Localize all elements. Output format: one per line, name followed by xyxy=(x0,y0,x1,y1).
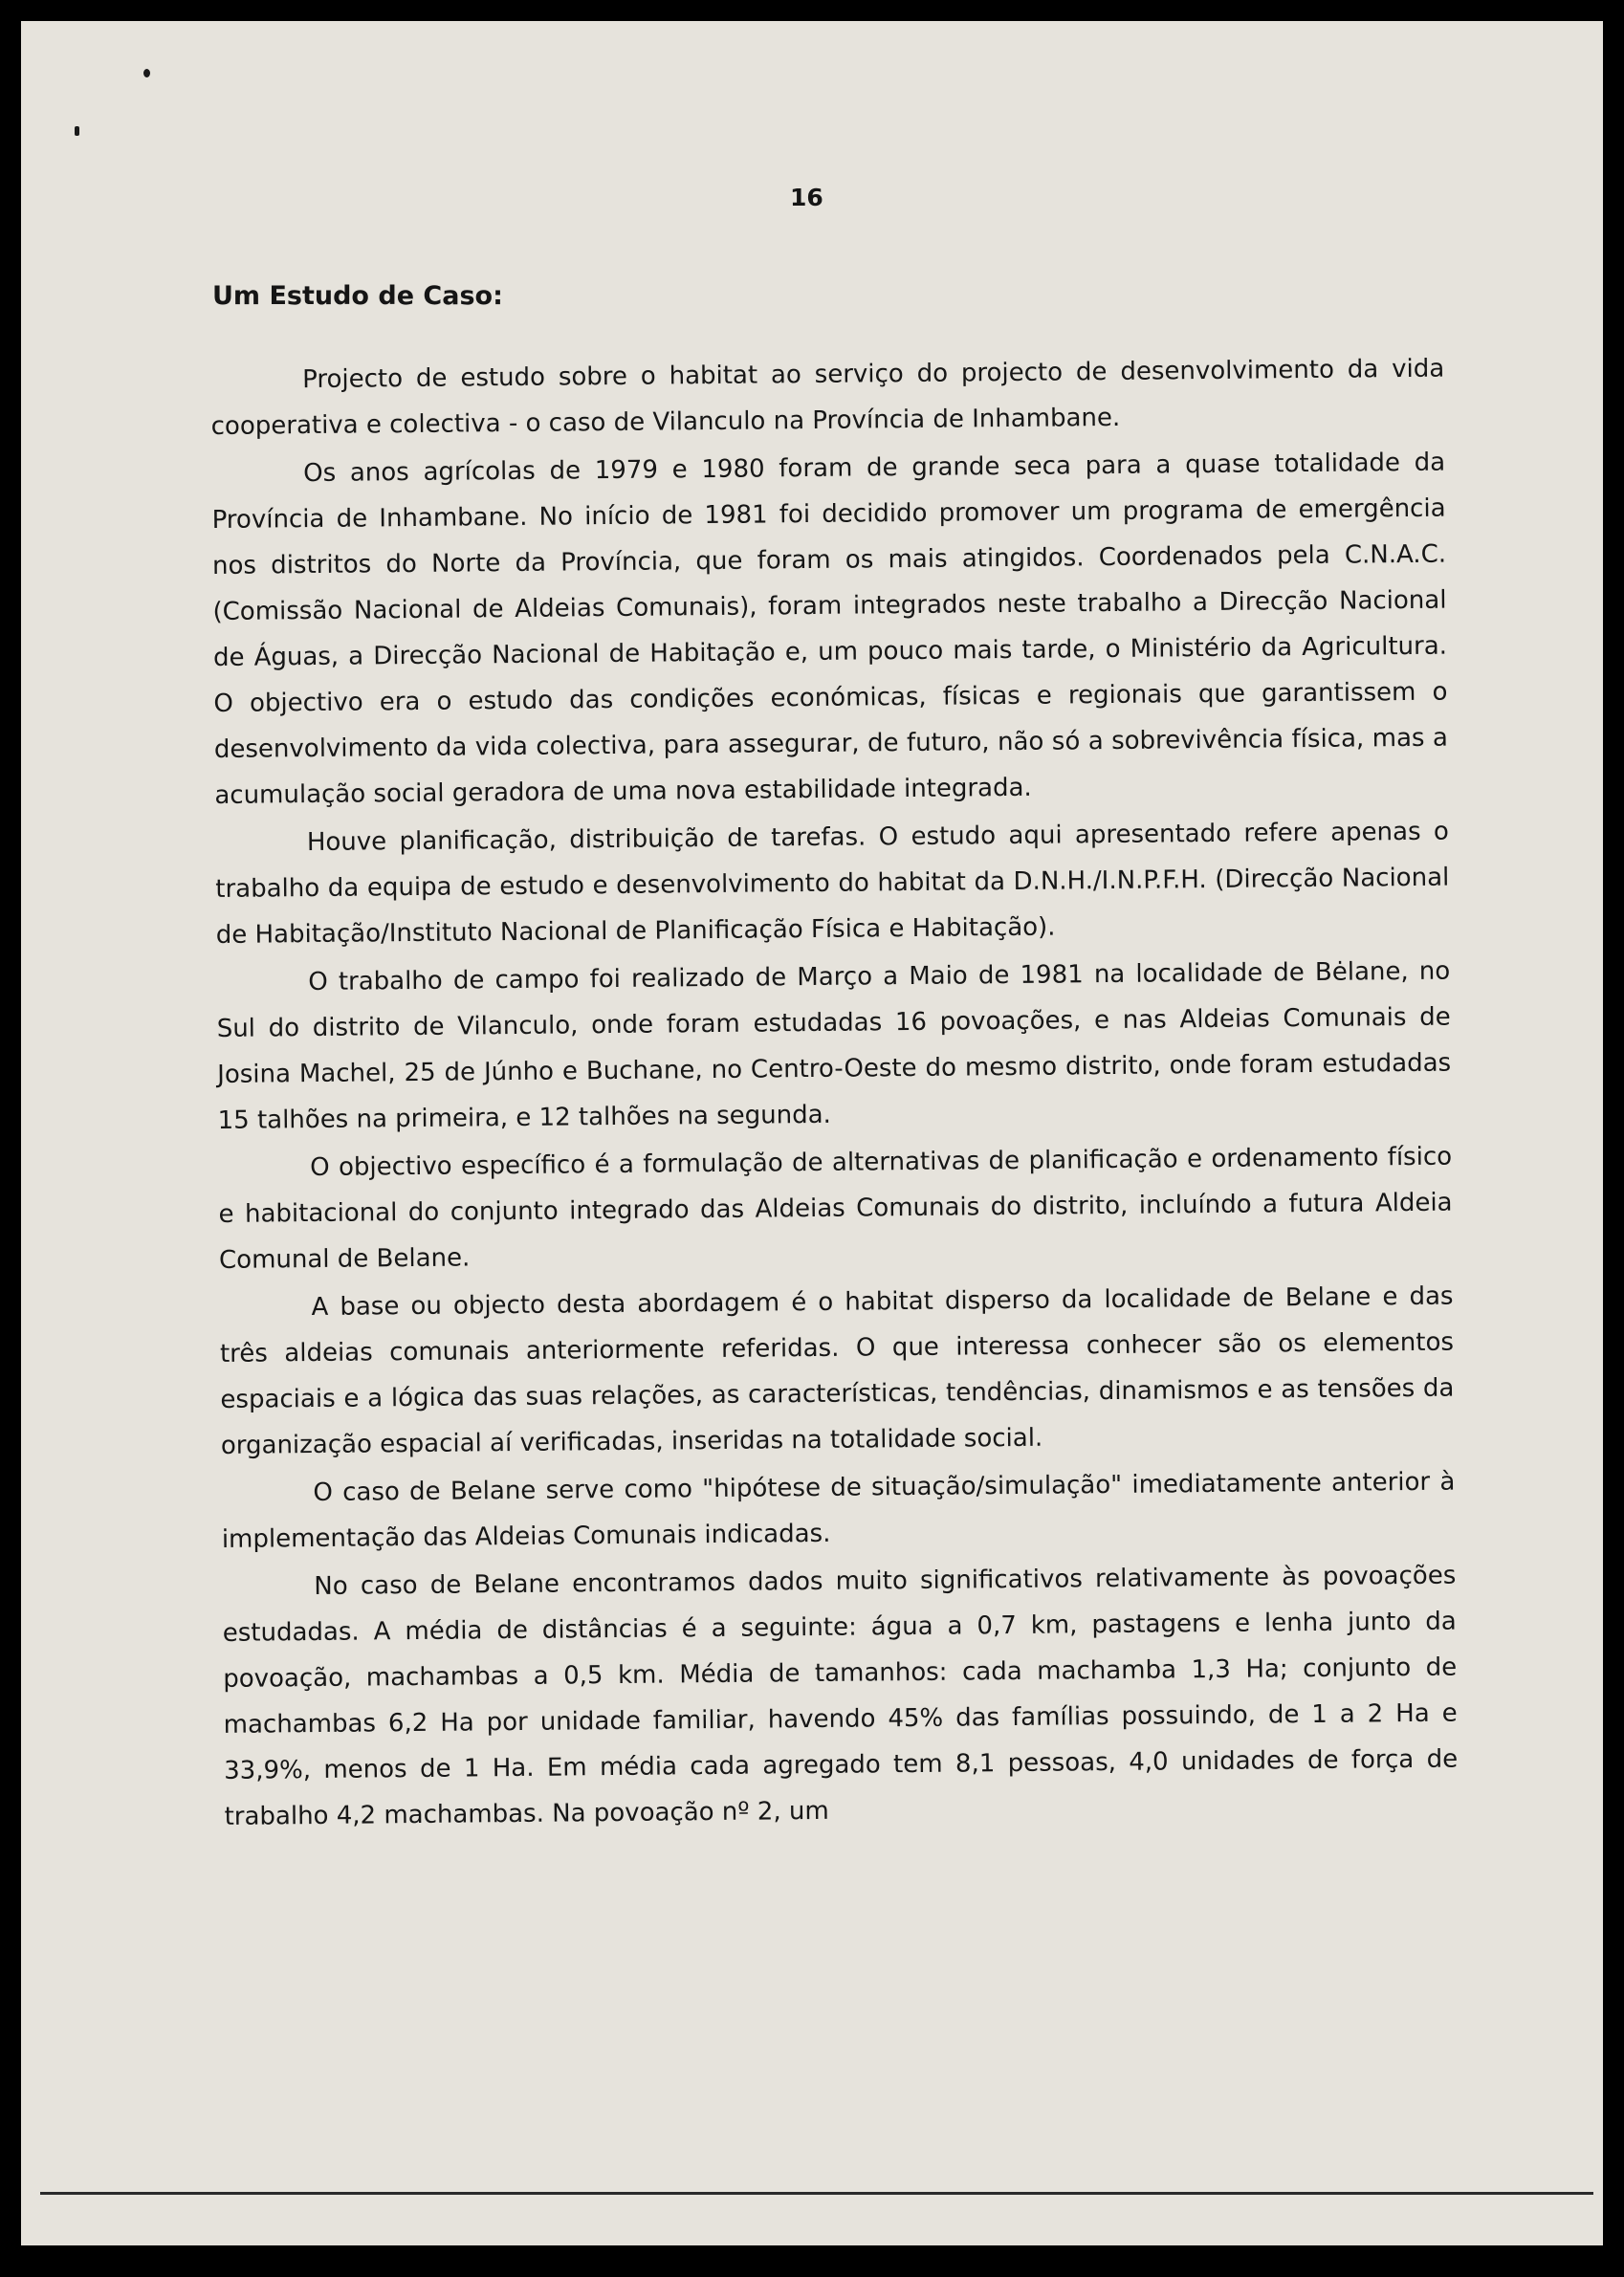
paragraph: No caso de Belane encontramos dados muito significativos relativamente às povoações estudadas. A média de distâncias é a seguinte: água a 0,7 km, pastagens e lenha junto da povoação, machambas a 0,5 km. Média de tamanhos: cada machamba 1,3 Ha; conjunto de machambas 6,2 Ha por unidade familiar, havendo 45% das famílias possuindo, de 1 a 2 Ha e 33,9%, menos de 1 Ha. Em média cada agregado tem 8,1 pessoas, 4,0 unidades de força de trabalho 4,2 machambas. Na povoação nº 2, um xyxy=(222,1561,1459,1831)
section-heading: Um Estudo de Caso: xyxy=(212,281,503,311)
paragraph: O caso de Belane serve como "hipótese de situação/simulação" imediatamente anterior à implementação das Aldeias Comunais indicadas. xyxy=(221,1467,1456,1554)
ink-speck xyxy=(143,69,150,77)
paragraph: O objectivo específico é a formulação de alternativas de planificação e ordenamento físico e habitacional do conjunto integrado das Aldeias Comunais do distrito, incluíndo a futura Aldeia Comunal de Belane. xyxy=(218,1142,1453,1275)
paragraph: O trabalho de campo foi realizado de Março a Maio de 1981 na localidade de Bėlane, no Sul do distrito de Vilanculo, onde foram estudadas 16 povoações, e nas Aldeias Comunais de Josina Machel, 25 de Júnho e Buchane, no Centro-Oeste do mesmo distrito, onde foram estudadas 15 talhões na primeira, e 12 talhões na segunda. xyxy=(216,956,1452,1135)
paragraph: A base ou objecto desta abordagem é o habitat disperso da localidade de Belane e das três aldeias comunais anteriormente referidas. O que interessa conhecer são os elementos espaciais e a lógica das suas relações, as características, tendências, dinamismos e as tensões da organização espacial aí verificadas, inseridas na totalidade social. xyxy=(219,1281,1455,1460)
paragraph: Houve planificação, distribuição de tarefas. O estudo aqui apresentado refere apenas o trabalho da equipa de estudo e desenvolvimento do habitat da D.N.H./I.N.P.F.H. (Direcção Nacional de Habitação/Instituto Nacional de Planificação Física e Habitação). xyxy=(215,817,1450,950)
bottom-rule xyxy=(40,2192,1593,2195)
ink-speck xyxy=(75,126,79,136)
paragraph: Os anos agrícolas de 1979 e 1980 foram de grande seca para a quase totalidade da Província de Inhambane. No início de 1981 foi decidido promover um programa de emergência nos distritos do Norte da Província, que foram os mais atingidos. Coordenados pela C.N.A.C. (Comissão Nacional de Aldeias Comunais), foram integrados neste trabalho a Direcção Nacional de Águas, a Direcção Nacional de Habitação e, um pouco mais tarde, o Ministério da Agricultura. O objectivo era o estudo das condições económicas, físicas e regionais que garantissem o desenvolvimento da vida colectiva, para assegurar, de futuro, não só a sobrevivência física, mas a acumulação social geradora de uma nova estabilidade integrada. xyxy=(211,448,1449,810)
paragraph: Projecto de estudo sobre o habitat ao serviço do projecto de desenvolvimento da vida cooperativa e colectiva - o caso de Vilanculo na Província de Inhambane. xyxy=(210,354,1445,441)
body-text xyxy=(210,346,1459,1842)
page-number: 16 xyxy=(790,184,823,211)
document-page xyxy=(21,21,1603,2245)
